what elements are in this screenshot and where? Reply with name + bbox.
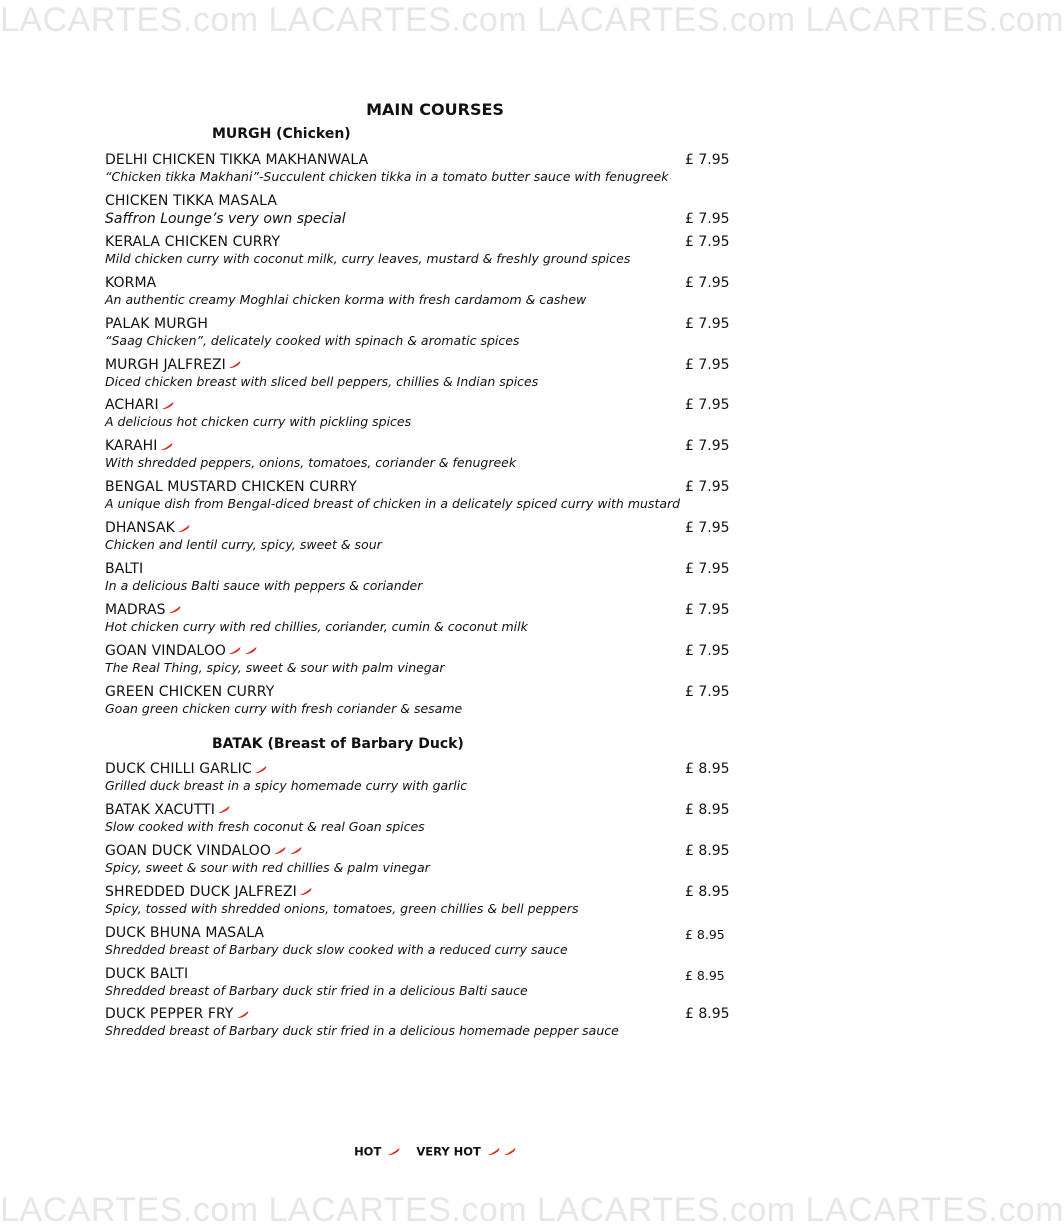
- menu-item: [105, 761, 735, 797]
- dish-name: [105, 193, 277, 210]
- dish-name-text: MADRAS: [105, 601, 166, 618]
- dish-price: £ 8.95: [685, 967, 725, 983]
- menu-item: [105, 643, 735, 679]
- menu-item: [105, 843, 735, 879]
- dish-description: Diced chicken breast with sliced bell peppers, chillies & Indian spices: [105, 373, 539, 389]
- chili-icon: [228, 646, 257, 655]
- dish-price: £ 7.95: [685, 210, 730, 227]
- dish-name: [105, 761, 267, 778]
- dish-name: [105, 479, 357, 496]
- dish-description: Shredded breast of Barbary duck stir fried in a delicious homemade pepper sauce: [105, 1023, 619, 1039]
- dish-description: Saffron Lounge’s very own special: [105, 210, 346, 227]
- dish-name: [105, 1006, 249, 1023]
- menu-item: [105, 884, 735, 920]
- menu-item: [105, 193, 735, 229]
- dish-price: £ 7.95: [685, 683, 730, 700]
- dish-name-text: DUCK CHILLI GARLIC: [105, 761, 252, 777]
- menu-item: [105, 438, 735, 474]
- dish-price: £ 8.95: [685, 801, 730, 818]
- dish-description: Spicy, sweet & sour with red chillies & palm vinegar: [105, 859, 430, 875]
- dish-name-text: GOAN DUCK VINDALOO: [105, 842, 271, 859]
- chili-icon: [387, 1147, 400, 1156]
- dish-name-text: DUCK PEPPER FRY: [105, 1006, 234, 1023]
- dish-price: £ 7.95: [685, 274, 730, 291]
- dish-name-text: KARAHI: [105, 438, 158, 455]
- menu-item: [105, 397, 735, 433]
- dish-description: Shredded breast of Barbary duck slow cooked with a reduced curry sauce: [105, 941, 568, 957]
- dish-description: Spicy, tossed with shredded onions, tomatoes, green chillies & bell peppers: [105, 900, 579, 916]
- dish-description: “Saag Chicken”, delicately cooked with spinach & aromatic spices: [105, 332, 520, 348]
- dish-name: [105, 966, 188, 983]
- menu-item: [105, 479, 735, 515]
- chili-icon: [217, 805, 230, 814]
- dish-price: £ 8.95: [685, 761, 730, 777]
- chili-icon: [177, 524, 190, 533]
- dish-price: £ 7.95: [685, 520, 730, 537]
- dish-description: A unique dish from Bengal-diced breast of chicken in a delicately spiced curry with mustard: [105, 496, 681, 512]
- dish-description: An authentic creamy Moghlai chicken korma with fresh cardamom & cashew: [105, 291, 587, 307]
- page-title: MAIN COURSES: [366, 100, 504, 119]
- dish-name: [105, 561, 143, 578]
- dish-description: Grilled duck breast in a spicy homemade curry with garlic: [105, 778, 468, 793]
- dish-description: Mild chicken curry with coconut milk, curry leaves, mustard & freshly ground spices: [105, 250, 631, 266]
- dish-name: [105, 843, 302, 860]
- dish-price: £ 8.95: [685, 926, 725, 942]
- dish-price: £ 7.95: [685, 356, 730, 373]
- dish-price: £ 7.95: [685, 601, 730, 618]
- chili-icon: [228, 360, 241, 369]
- dish-description: In a delicious Balti sauce with peppers & coriander: [105, 578, 423, 593]
- dish-name: [105, 152, 368, 169]
- dish-description: “Chicken tikka Makhani”-Succulent chicken tikka in a tomato butter sauce with fenugreek: [105, 169, 669, 184]
- legend-very-hot-label: VERY HOT: [416, 1144, 481, 1159]
- section-title-murgh: MURGH (Chicken): [212, 126, 351, 142]
- legend-hot-label: HOT: [354, 1144, 382, 1159]
- dish-name-text: BENGAL MUSTARD CHICKEN CURRY: [105, 479, 357, 496]
- dish-description: With shredded peppers, onions, tomatoes, coriander & fenugreek: [105, 455, 517, 471]
- menu-item: [105, 684, 735, 720]
- menu-item: [105, 520, 735, 556]
- menu-item: [105, 966, 735, 1002]
- dish-price: £ 7.95: [685, 642, 730, 659]
- dish-description: Goan green chicken curry with fresh coriander & sesame: [105, 700, 463, 716]
- chili-icon: [254, 765, 267, 774]
- dish-name: [105, 684, 274, 701]
- dish-name-text: KORMA: [105, 274, 157, 291]
- dish-price: £ 7.95: [685, 315, 730, 332]
- menu-item: [105, 1006, 735, 1042]
- menu-item: [105, 561, 735, 597]
- dish-price: £ 7.95: [685, 561, 730, 577]
- dish-name: [105, 884, 312, 901]
- dish-name-text: GREEN CHICKEN CURRY: [105, 683, 275, 700]
- dish-price: £ 7.95: [685, 438, 730, 455]
- dish-name-text: SHREDDED DUCK JALFREZI: [105, 883, 297, 900]
- dish-name-text: DELHI CHICKEN TIKKA MAKHANWALA: [105, 152, 369, 168]
- dish-name: [105, 234, 280, 251]
- dish-name: [105, 802, 230, 819]
- dish-price: £ 8.95: [685, 1006, 730, 1023]
- dish-name: [105, 438, 173, 455]
- menu-item: [105, 357, 735, 393]
- menu-item: [105, 925, 735, 961]
- dish-name: [105, 357, 241, 374]
- spice-legend: [0, 1144, 870, 1159]
- dish-name: [105, 925, 264, 942]
- dish-name-text: DUCK BALTI: [105, 965, 189, 982]
- menu-item: [105, 316, 735, 352]
- watermark-top: LACARTES.com LACARTES.com LACARTES.com LACARTES.com: [0, 1, 1064, 39]
- chili-icon: [160, 442, 173, 451]
- dish-description: Hot chicken curry with red chillies, coriander, cumin & coconut milk: [105, 618, 528, 634]
- dish-name-text: CHICKEN TIKKA MASALA: [105, 192, 278, 209]
- dish-price: £ 8.95: [685, 883, 730, 900]
- dish-name: [105, 397, 174, 414]
- dish-description: Slow cooked with fresh coconut & real Goan spices: [105, 818, 425, 834]
- chili-icon: [487, 1147, 516, 1156]
- watermark-bottom: LACARTES.com LACARTES.com LACARTES.com LACARTES.com: [0, 1191, 1064, 1229]
- dish-price: £ 7.95: [685, 152, 730, 168]
- dish-price: £ 7.95: [685, 233, 730, 250]
- dish-name: [105, 520, 190, 537]
- dish-name-text: DUCK BHUNA MASALA: [105, 924, 265, 941]
- dish-name-text: BATAK XACUTTI: [105, 801, 215, 818]
- dish-name-text: PALAK MURGH: [105, 315, 208, 332]
- dish-description: A delicious hot chicken curry with pickling spices: [105, 414, 412, 430]
- dish-name: [105, 275, 156, 292]
- menu-item: [105, 234, 735, 270]
- chili-icon: [161, 401, 174, 410]
- dish-description: Chicken and lentil curry, spicy, sweet & sour: [105, 537, 382, 553]
- menu-item: [105, 152, 735, 188]
- dish-name: [105, 602, 181, 619]
- chili-icon: [236, 1010, 249, 1019]
- chili-icon: [273, 846, 302, 855]
- dish-name-text: DHANSAK: [105, 520, 175, 537]
- dish-name-text: MURGH JALFREZI: [105, 356, 226, 373]
- dish-name-text: BALTI: [105, 561, 144, 577]
- dish-name-text: GOAN VINDALOO: [105, 642, 227, 659]
- dish-price: £ 7.95: [685, 397, 730, 414]
- menu-item: [105, 275, 735, 311]
- menu-item: [105, 602, 735, 638]
- dish-description: Shredded breast of Barbary duck stir fried in a delicious Balti sauce: [105, 982, 528, 998]
- menu-item: [105, 802, 735, 838]
- dish-price: £ 7.95: [685, 479, 730, 496]
- dish-name-text: ACHARI: [105, 397, 159, 414]
- chili-icon: [168, 605, 181, 614]
- chili-icon: [299, 887, 312, 896]
- section-title-batak: BATAK (Breast of Barbary Duck): [212, 736, 464, 752]
- dish-name: [105, 316, 208, 333]
- dish-name-text: KERALA CHICKEN CURRY: [105, 233, 281, 250]
- dish-description: The Real Thing, spicy, sweet & sour with palm vinegar: [105, 659, 445, 675]
- dish-price: £ 8.95: [685, 842, 730, 859]
- dish-name: [105, 643, 257, 660]
